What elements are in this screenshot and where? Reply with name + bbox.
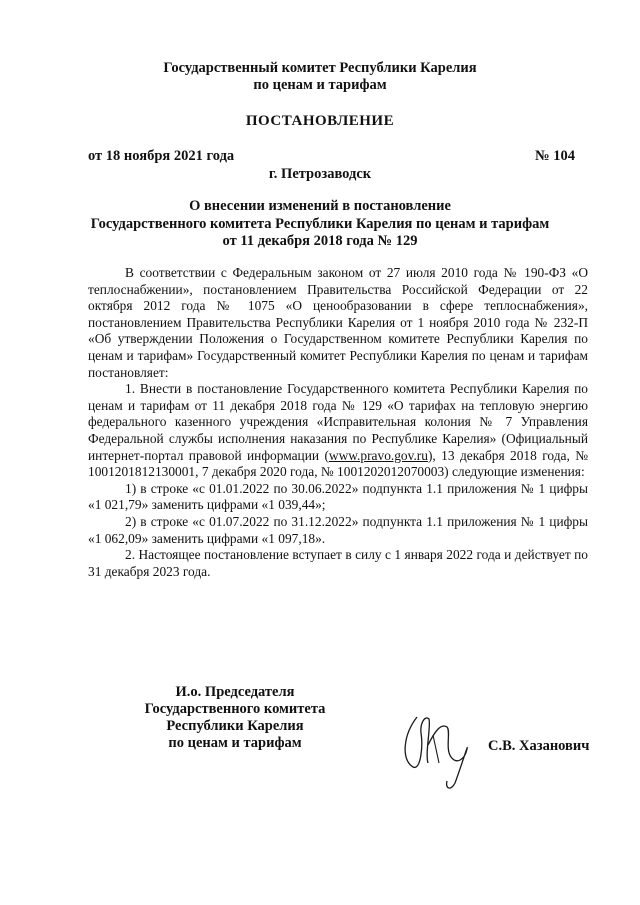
handwritten-signature — [395, 705, 485, 795]
subitem-2-paragraph: 2) в строке «с 01.07.2022 по 31.12.2022» подпункта 1.1 приложения № 1 цифры «1 062,09» заменить цифрами «1 097,18». — [88, 513, 588, 546]
title-line-3: от 11 декабря 2018 года № 129 — [222, 233, 418, 249]
item-1-text-start: 1. Внести в постановление Государственного комитета Республики Карелия по ценам и тарифам от 11 декабря 2018 года № 129 «О тарифах на тепловую энергию федерального казенного учреждения «Исправительная колония № 7 Управления Федеральной службы исполнения наказания по Республике Карелия» (Официальный интернет-портал правовой информации ( — [88, 381, 588, 463]
item-1-text-end: ), 13 декабря 2018 года, № 1001201812130001, 7 декабря 2020 года, № 1001202012070003) следующие изменения: — [88, 447, 588, 480]
signature-stroke-3 — [433, 735, 439, 763]
signatory-line-4: по ценам и тарифам — [168, 735, 302, 751]
subitem-1-paragraph: 1) в строке «с 01.01.2022 по 30.06.2022» подпункта 1.1 приложения № 1 цифры «1 021,79» заменить цифрами «1 039,44»; — [88, 480, 588, 513]
signatory-line-3: Республики Карелия — [166, 718, 304, 734]
signature-stroke-2 — [428, 726, 467, 788]
signature-stroke-1 — [405, 717, 429, 767]
document-body — [88, 265, 588, 580]
signatory-title — [100, 684, 370, 752]
title-line-2: Государственного комитета Республики Карелия по ценам и тарифам — [90, 215, 550, 232]
document-date: от 18 ноября 2021 года — [88, 148, 235, 164]
issuer-header — [0, 60, 640, 94]
item-2-paragraph: 2. Настоящее постановление вступает в силу с 1 января 2022 года и действует по 31 декабря 2023 года. — [88, 547, 588, 579]
signatory-name: С.В. Хазанович — [488, 738, 590, 754]
item-1-paragraph — [88, 381, 588, 481]
document-type: ПОСТАНОВЛЕНИЕ — [245, 113, 395, 129]
issuer-line-1: Государственный комитет Республики Карелия — [163, 60, 477, 76]
preamble-paragraph: В соответствии с Федеральным законом от 27 июля 2010 года № 190-ФЗ «О теплоснабжении», постановлением Правительства Российской Федерации от 22 октября 2012 года № 1075 «О ценообразовании в сфере теплоснабжения», постановлением Правительства Республики Карелия от 1 ноября 2010 года № 232-П «Об утверждении Положения о Государственном комитете Республики Карелия по ценам и тарифам» Государственный комитет Республики Карелия по ценам и тарифам постановляет: — [88, 265, 588, 380]
document-city: г. Петрозаводск — [268, 166, 372, 182]
signatory-line-2: Государственного комитета — [144, 701, 326, 717]
title-line-1: О внесении изменений в постановление — [189, 198, 451, 214]
issuer-line-2: по ценам и тарифам — [253, 77, 387, 93]
document-title — [0, 198, 640, 251]
signatory-line-1: И.о. Председателя — [175, 684, 295, 700]
pravo-link[interactable]: www.pravo.gov.ru — [328, 447, 428, 463]
document-number: № 104 — [535, 148, 575, 164]
